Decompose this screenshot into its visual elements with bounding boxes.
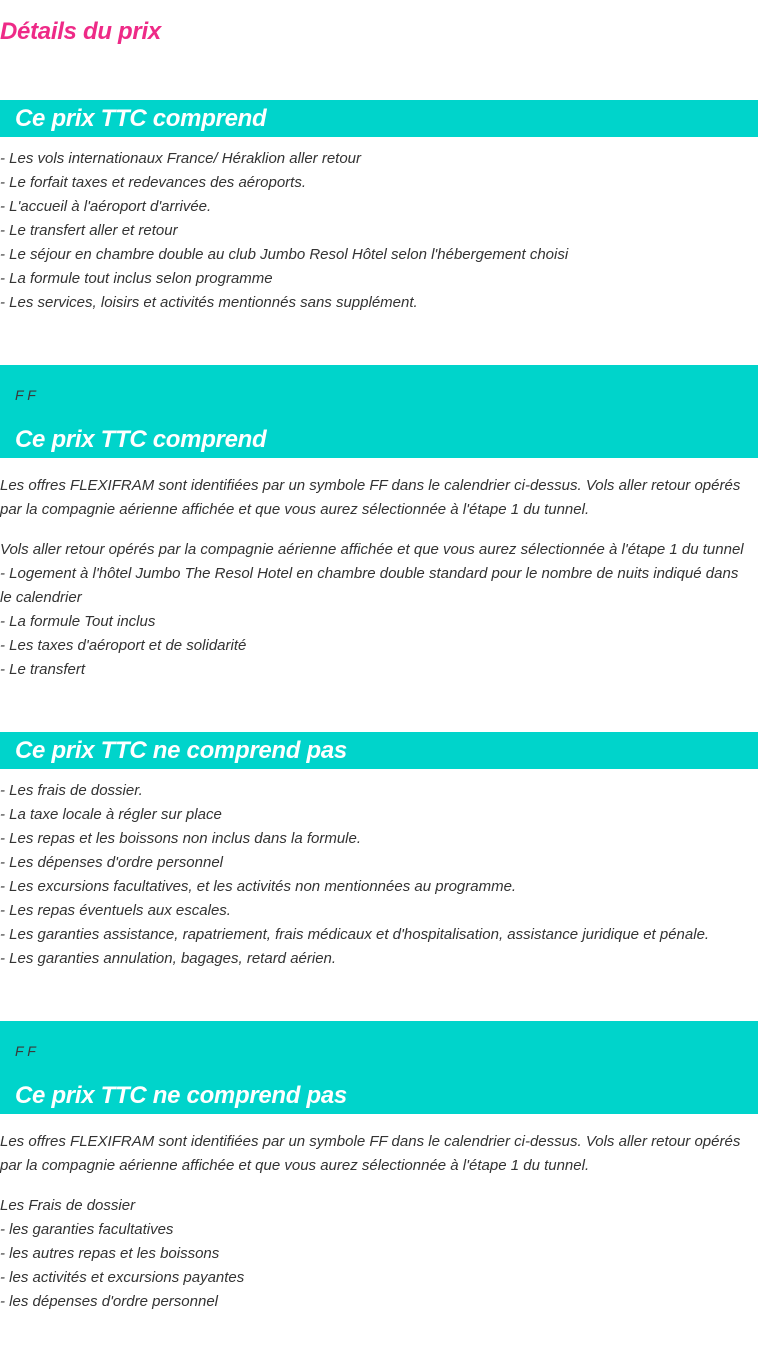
list-item: - La formule tout inclus selon programme — [0, 270, 273, 287]
section-title: Ce prix TTC comprend — [15, 105, 267, 132]
ff-included-list — [0, 538, 745, 682]
list-item: - Les taxes d'aéroport et de solidarité — [0, 637, 247, 654]
list-item: - Le forfait taxes et redevances des aéroports. — [0, 174, 306, 191]
list-item: - Les excursions facultatives, et les activités non mentionnées au programme. — [0, 878, 517, 895]
section-header-not-included — [0, 732, 758, 769]
list-item: - Le transfert aller et retour — [0, 222, 178, 239]
section-title: Ce prix TTC comprend — [15, 426, 267, 453]
ff-tag: F F — [15, 387, 36, 403]
list-item: - Les services, loisirs et activités mentionnés sans supplément. — [0, 294, 418, 311]
section-title: Ce prix TTC ne comprend pas — [15, 1082, 347, 1109]
flexifram-intro: Les offres FLEXIFRAM sont identifiées par un symbole FF dans le calendrier ci-dessus. Vols aller retour opérés par la compagnie aérienne affichée et que vous aurez sélectionnée à l'étape 1 du tunnel. — [0, 477, 741, 518]
list-item: - Les garanties annulation, bagages, retard aérien. — [0, 950, 337, 967]
list-item: - Les frais de dossier. — [0, 782, 143, 799]
list-item: - La formule Tout inclus — [0, 613, 156, 630]
list-item: - Les repas et les boissons non inclus dans la formule. — [0, 830, 362, 847]
list-item: - Les repas éventuels aux escales. — [0, 902, 231, 919]
section-header-included — [0, 100, 758, 137]
list-item: - Les dépenses d'ordre personnel — [0, 854, 224, 871]
list-item: - les dépenses d'ordre personnel — [0, 1293, 218, 1310]
section-header-ff-included — [0, 365, 758, 458]
list-item: - les garanties facultatives — [0, 1221, 174, 1238]
list-item: - les activités et excursions payantes — [0, 1269, 245, 1286]
list-item: Les Frais de dossier — [0, 1197, 136, 1214]
section-header-ff-not-included — [0, 1021, 758, 1114]
list-item: - La taxe locale à régler sur place — [0, 806, 222, 823]
list-item: - Le séjour en chambre double au club Jumbo Resol Hôtel selon l'hébergement choisi — [0, 246, 569, 263]
flexifram-intro: Les offres FLEXIFRAM sont identifiées par un symbole FF dans le calendrier ci-dessus. Vols aller retour opérés par la compagnie aérienne affichée et que vous aurez sélectionnée à l'étape 1 du tunnel. — [0, 1133, 741, 1174]
list-item: - Les garanties assistance, rapatriement, frais médicaux et d'hospitalisation, assistance juridique et pénale. — [0, 926, 710, 943]
not-included-list — [0, 779, 758, 971]
list-item: - Le transfert — [0, 661, 86, 678]
ff-not-included-list — [0, 1194, 745, 1314]
ff-tag: F F — [15, 1043, 36, 1059]
list-item: - les autres repas et les boissons — [0, 1245, 220, 1262]
list-item: Vols aller retour opérés par la compagnie aérienne affichée et que vous aurez sélectionnée à l'étape 1 du tunnel — [0, 541, 744, 558]
list-item: - Logement à l'hôtel Jumbo The Resol Hotel en chambre double standard pour le nombre de nuits indiqué dans le calendrier — [0, 565, 739, 606]
page-title: Détails du prix — [0, 18, 161, 45]
list-item: - L'accueil à l'aéroport d'arrivée. — [0, 198, 212, 215]
section-title: Ce prix TTC ne comprend pas — [15, 737, 347, 764]
list-item: - Les vols internationaux France/ Héraklion aller retour — [0, 150, 362, 167]
included-list — [0, 147, 758, 315]
